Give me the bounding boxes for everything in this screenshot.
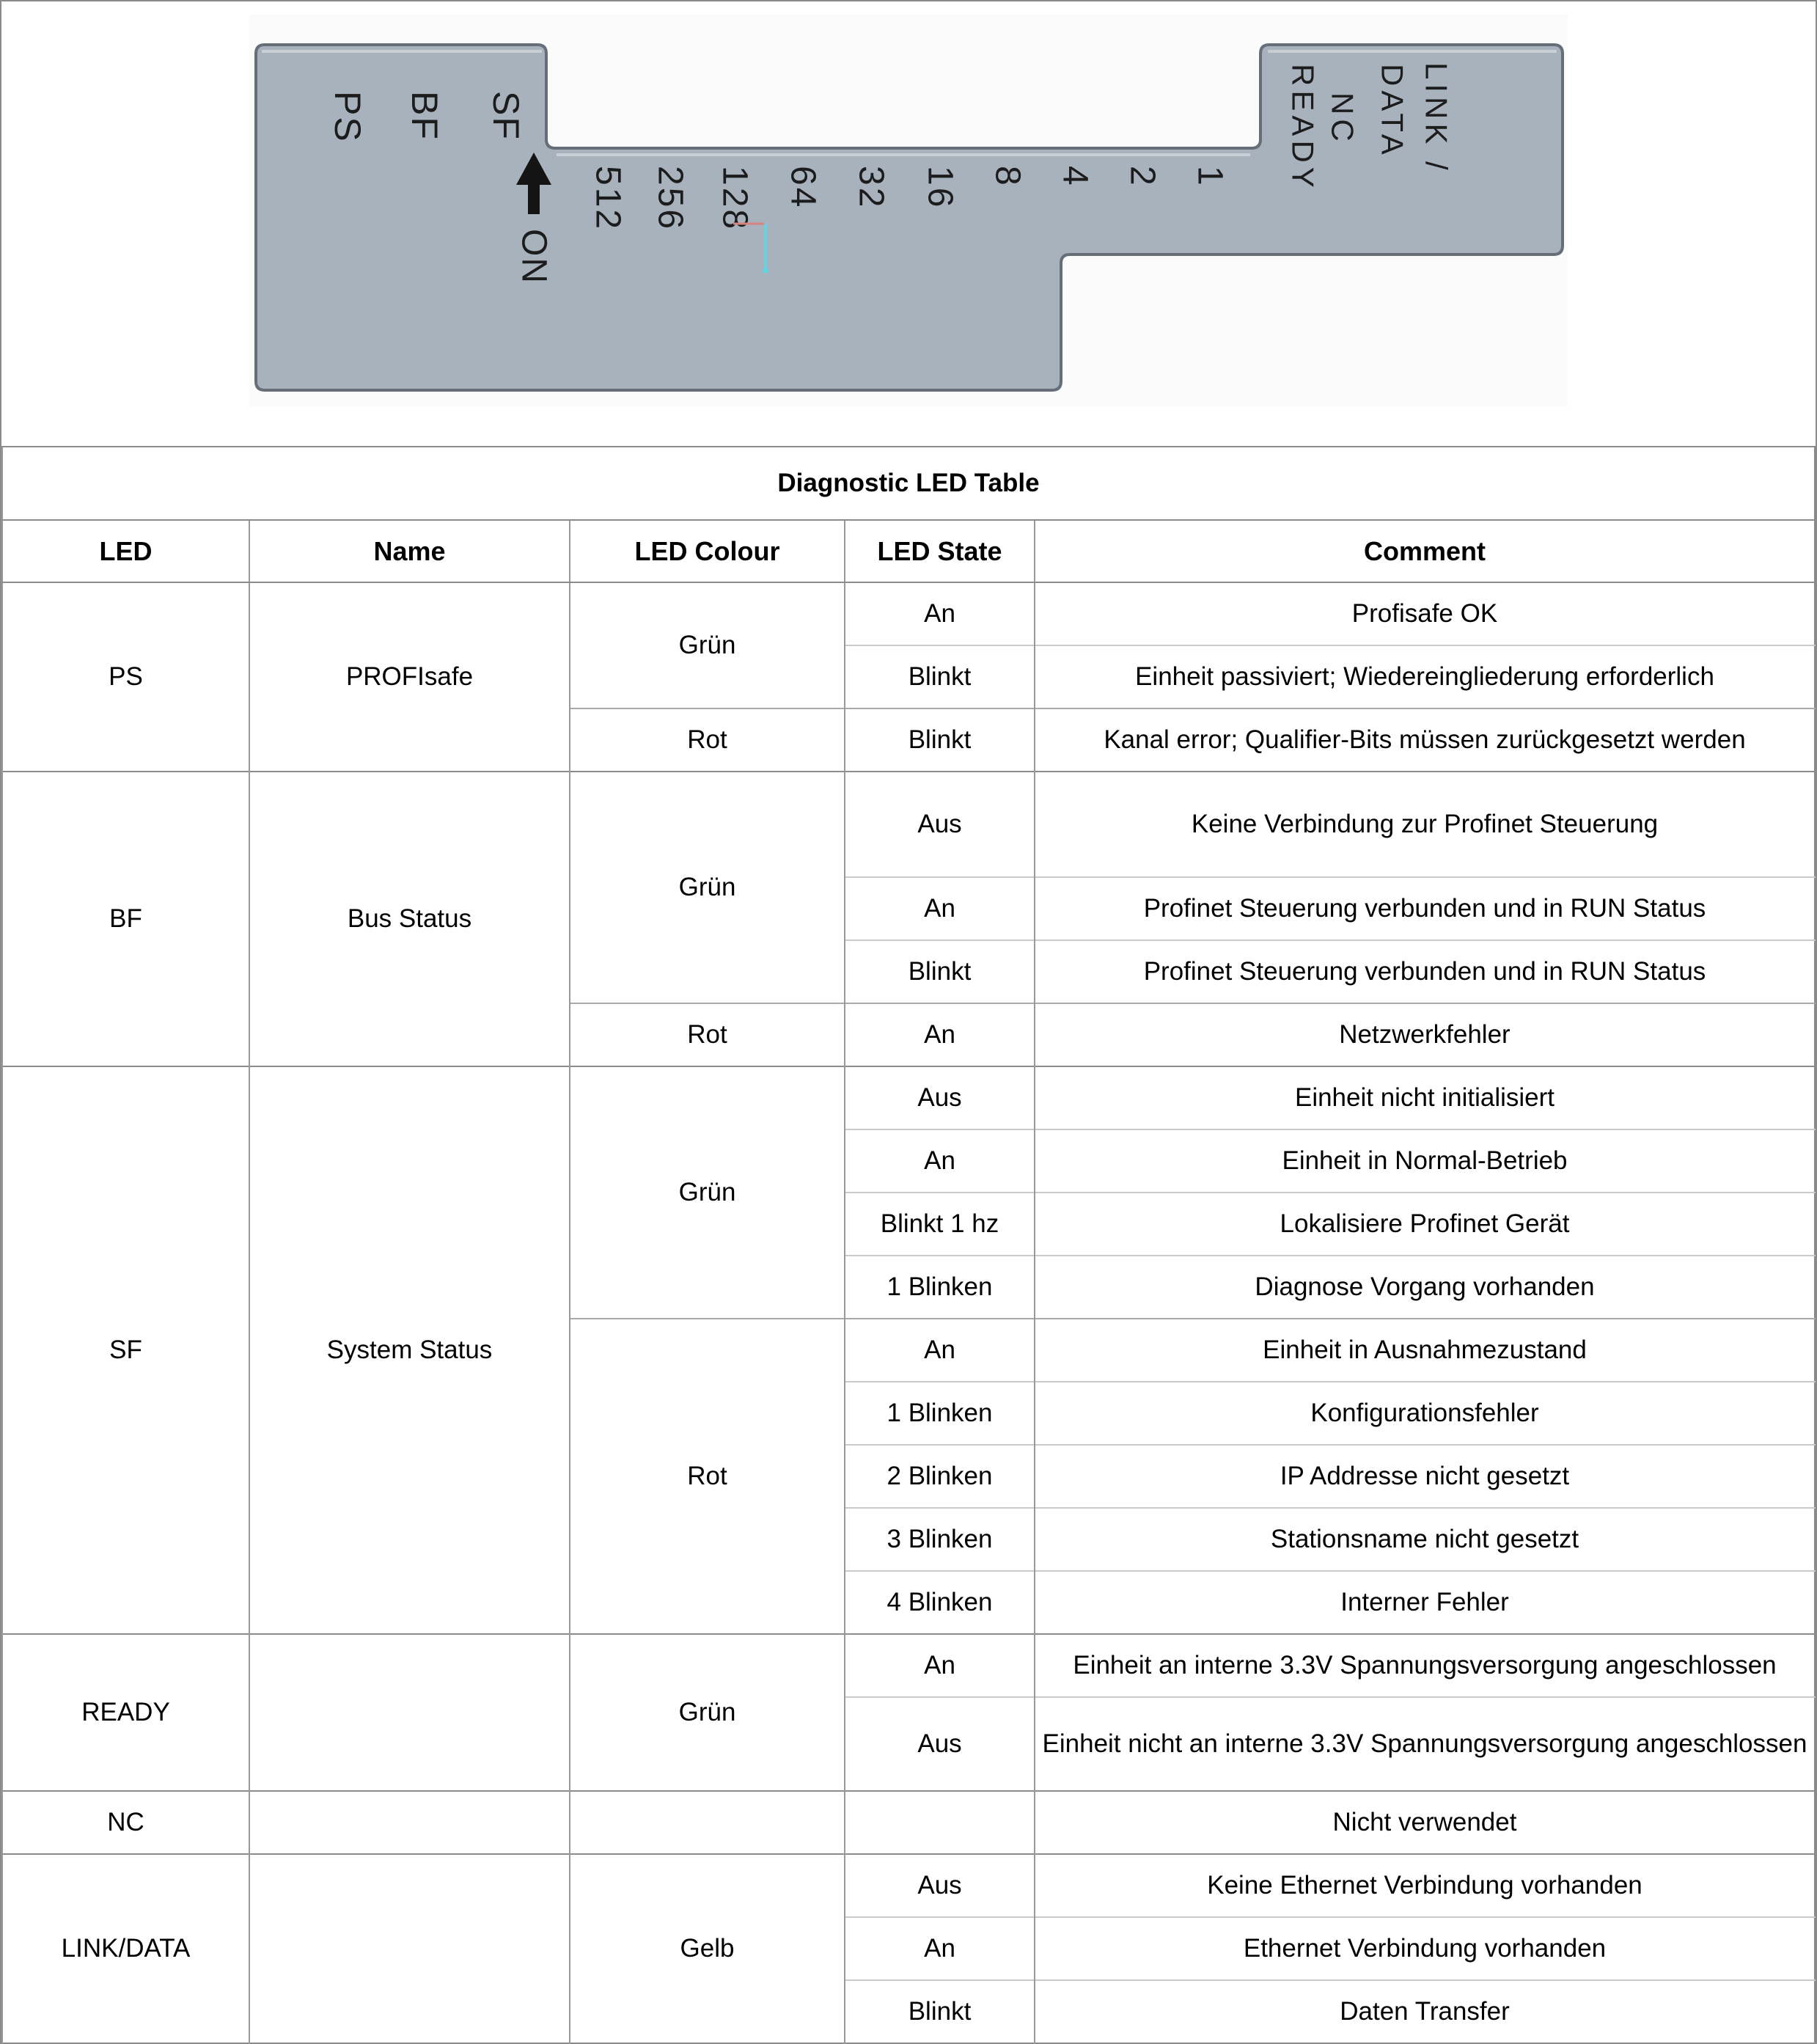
comment-cell: Diagnose Vorgang vorhanden [1035,1256,1815,1319]
comment-cell: Konfigurationsfehler [1035,1382,1815,1445]
name-cell [249,1791,570,1854]
state-cell: An [845,1003,1035,1066]
state-cell: Blinkt [845,1980,1035,2043]
plate-label-sf: SF [485,91,526,141]
led-table-row [2,1854,1815,1917]
state-cell: 3 Blinken [845,1508,1035,1571]
comment-cell: Netzwerkfehler [1035,1003,1815,1066]
comment-cell: Interner Fehler [1035,1571,1815,1634]
dip-number-128: 128 [715,166,755,232]
comment-cell: Kanal error; Qualifier-Bits müssen zurückgesetzt werden [1035,708,1815,772]
colour-cell: Grün [570,1066,845,1319]
led-table-row [2,582,1815,645]
colour-cell: Rot [570,1003,845,1066]
comment-cell: Nicht verwendet [1035,1791,1815,1854]
name-cell: PROFIsafe [249,582,570,772]
dip-number-2: 2 [1123,166,1162,188]
comment-cell: Einheit nicht initialisiert [1035,1066,1815,1129]
colour-cell: Grün [570,582,845,708]
dip-number-8: 8 [988,166,1027,188]
comment-cell: Lokalisiere Profinet Gerät [1035,1193,1815,1256]
dip-number-256: 256 [650,166,690,232]
colour-cell: Grün [570,772,845,1003]
plate-label-data: DATA [1375,64,1410,159]
colour-cell [570,1791,845,1854]
diagnostic-led-table-section [1,446,1816,2044]
comment-cell: Einheit in Normal-Betrieb [1035,1129,1815,1193]
table-header-row [2,520,1815,582]
led-cell: SF [2,1066,249,1634]
device-front-plate-graphic [1,1,1816,447]
led-cell: READY [2,1634,249,1791]
comment-cell: Ethernet Verbindung vorhanden [1035,1917,1815,1980]
name-cell [249,1854,570,2043]
led-table-row [2,772,1815,877]
colour-cell: Rot [570,708,845,772]
state-cell: Aus [845,1697,1035,1791]
diagnostic-led-table [1,446,1816,2044]
page-title: Diagnostic LED Table [2,447,1815,520]
header-led-colour: LED Colour [570,520,845,582]
name-cell: Bus Status [249,772,570,1066]
comment-cell: Daten Transfer [1035,1980,1815,2043]
colour-cell: Grün [570,1634,845,1791]
state-cell: An [845,1917,1035,1980]
comment-cell: Einheit in Ausnahmezustand [1035,1319,1815,1382]
state-cell: Blinkt 1 hz [845,1193,1035,1256]
state-cell: An [845,877,1035,940]
state-cell: Blinkt [845,708,1035,772]
state-cell: 2 Blinken [845,1445,1035,1508]
led-cell: NC [2,1791,249,1854]
led-cell: LINK/DATA [2,1854,249,2043]
led-table-row [2,1791,1815,1854]
state-cell: Aus [845,1854,1035,1917]
comment-cell: Einheit passiviert; Wiedereingliederung erforderlich [1035,645,1815,708]
led-table-row [2,1634,1815,1697]
plate-label-ps: PS [327,91,368,143]
name-cell [249,1634,570,1791]
state-cell: Blinkt [845,645,1035,708]
dip-number-32: 32 [851,166,891,210]
name-cell: System Status [249,1066,570,1634]
plate-label-nc: NC [1325,92,1360,146]
table-title-row [2,447,1815,520]
plate-label-bf: BF [404,91,445,141]
comment-cell: Profinet Steuerung verbunden und in RUN Status [1035,877,1815,940]
state-cell: 4 Blinken [845,1571,1035,1634]
header-led: LED [2,520,249,582]
state-cell: 1 Blinken [845,1382,1035,1445]
comment-cell: Profisafe OK [1035,582,1815,645]
comment-cell: Einheit an interne 3.3V Spannungsversorgung angeschlossen [1035,1634,1815,1697]
state-cell: An [845,1634,1035,1697]
comment-cell: Einheit nicht an interne 3.3V Spannungsversorgung angeschlossen [1035,1697,1815,1791]
comment-cell: IP Addresse nicht gesetzt [1035,1445,1815,1508]
header-comment: Comment [1035,520,1815,582]
state-cell: Aus [845,772,1035,877]
dip-number-16: 16 [920,166,960,210]
plate-label-on: ON [514,229,554,285]
state-cell: Blinkt [845,940,1035,1003]
led-table-row [2,1066,1815,1129]
dip-number-512: 512 [588,166,628,232]
colour-cell: Rot [570,1319,845,1634]
state-cell [845,1791,1035,1854]
state-cell: An [845,1129,1035,1193]
comment-cell: Keine Ethernet Verbindung vorhanden [1035,1854,1815,1917]
state-cell: An [845,582,1035,645]
comment-cell: Keine Verbindung zur Profinet Steuerung [1035,772,1815,877]
device-front-plate-image [1,1,1816,447]
dip-number-4: 4 [1055,166,1095,188]
dip-number-1: 1 [1190,166,1230,188]
header-name: Name [249,520,570,582]
plate-label-link: LINK / [1419,62,1454,175]
comment-cell: Stationsname nicht gesetzt [1035,1508,1815,1571]
header-led-state: LED State [845,520,1035,582]
led-cell: PS [2,582,249,772]
plate-label-ready: READY [1285,64,1321,192]
state-cell: Aus [845,1066,1035,1129]
dip-number-64: 64 [783,166,823,210]
state-cell: An [845,1319,1035,1382]
comment-cell: Profinet Steuerung verbunden und in RUN Status [1035,940,1815,1003]
led-cell: BF [2,772,249,1066]
colour-cell: Gelb [570,1854,845,2043]
state-cell: 1 Blinken [845,1256,1035,1319]
